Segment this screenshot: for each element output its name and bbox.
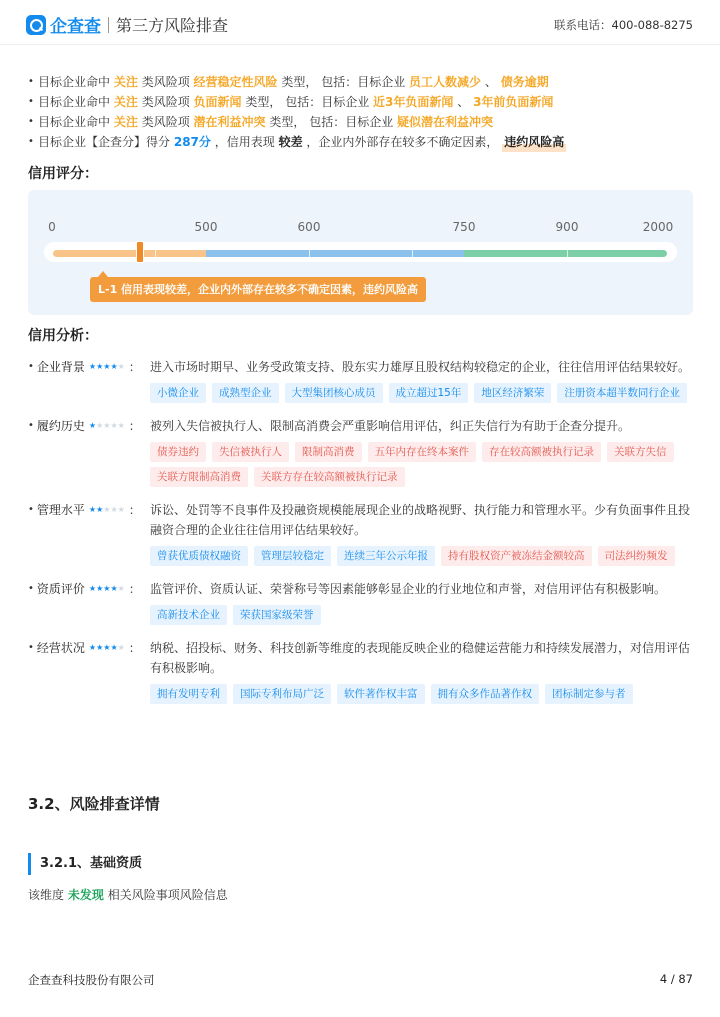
risk-tag: 债券违约	[150, 442, 206, 462]
score-tooltip: L-1 信用表现较差，企业内外部存在较多不确定因素，违约风险高	[90, 277, 426, 302]
rating-stars-icon	[89, 579, 125, 599]
gauge-divider	[412, 250, 413, 257]
bullet-dot: •	[28, 116, 34, 127]
dimension-name: 履约历史	[36, 419, 85, 433]
tag-list	[150, 684, 693, 709]
risk-tag: 限制高消费	[295, 442, 362, 462]
analysis-item-head	[28, 416, 150, 492]
risk-tag: 拥有发明专利	[150, 684, 227, 704]
rating-stars-filled: ★★★★	[88, 584, 118, 593]
summary-text: ，信用表现	[214, 135, 275, 149]
dimension-name: 资质评价	[36, 582, 85, 596]
tag-list	[150, 546, 693, 571]
gauge-divider	[567, 250, 568, 257]
bullet-dot: •	[28, 361, 34, 372]
tag-list	[150, 383, 693, 408]
summary-text: 类风险项	[141, 95, 190, 109]
analysis-item	[28, 500, 693, 571]
analysis-item	[28, 357, 693, 408]
bullet-dot: •	[28, 96, 34, 107]
risk-item: 疑似潜在利益冲突	[397, 115, 494, 129]
risk-level: 关注	[113, 75, 138, 89]
summary-text: 类型， 包括：目标企业	[281, 75, 406, 89]
section-heading: 3.2、风险排查详情	[28, 795, 160, 813]
colon: ：	[128, 360, 141, 374]
risk-level: 关注	[113, 115, 138, 129]
risk-tag: 小微企业	[150, 383, 206, 403]
subsection-heading: 3.2.1、基础资质	[28, 853, 142, 875]
risk-tag: 团标制定参与者	[545, 684, 633, 704]
summary-text: 目标企业命中	[38, 75, 111, 89]
summary-text: 类型， 包括：目标企业	[269, 115, 394, 129]
analysis-item	[28, 638, 693, 709]
rating-stars-filled: ★★	[88, 505, 104, 514]
dimension-description: 诉讼、处罚等不良事件及投融资规模能展现企业的战略视野、执行能力和管理水平。少有负面事件且投融资合理的企业往往信用评估结果较好。	[150, 503, 691, 537]
credit-analysis-list	[28, 357, 693, 717]
risk-tag: 关联方限制高消费	[150, 467, 248, 487]
title-divider	[108, 17, 109, 33]
dimension-result	[28, 886, 228, 904]
rating-stars-icon	[89, 416, 125, 436]
bullet-dot: •	[28, 136, 34, 147]
risk-item: 债务逾期	[500, 75, 549, 89]
risk-item: 员工人数减少	[409, 75, 482, 89]
dimension-description: 纳税、招投标、财务、科技创新等维度的表现能反映企业的稳健运营能力和持续发展潜力，对信用评估有积极影响。	[150, 641, 691, 675]
risk-tag: 成熟型企业	[212, 383, 279, 403]
analysis-item-head	[28, 500, 150, 571]
dimension-name: 企业背景	[36, 360, 85, 374]
summary-text: 类风险项	[141, 75, 190, 89]
summary-text: ，企业内外部存在较多不确定因素，	[306, 135, 499, 149]
default-risk-label: 违约风险高	[502, 132, 566, 152]
dimension-text: 该维度	[28, 888, 65, 902]
risk-type: 经营稳定性风险	[193, 75, 278, 89]
bullet-dot: •	[28, 420, 34, 431]
analysis-item	[28, 416, 693, 492]
tag-list	[150, 442, 693, 492]
logo-text: 企查查	[50, 17, 101, 37]
gauge-segment-mid	[206, 250, 464, 257]
dimension-status: 未发现	[67, 888, 104, 902]
risk-type: 负面新闻	[193, 95, 242, 109]
gauge-divider	[155, 250, 156, 257]
risk-summary	[28, 72, 698, 152]
summary-text: 目标企业命中	[38, 95, 111, 109]
dimension-name: 经营状况	[36, 641, 85, 655]
analysis-item-body	[150, 500, 693, 571]
credit-performance: 较差	[278, 135, 303, 149]
rating-stars-filled: ★★★★	[88, 362, 118, 371]
dimension-description: 监管评价、资质认证、荣誉称号等因素能够彰显企业的行业地位和声誉，对信用评估有积极影响。	[150, 582, 667, 596]
summary-line	[28, 92, 698, 112]
summary-separator: 、	[484, 75, 497, 89]
gauge-segment-high	[464, 250, 667, 257]
risk-tag: 大型集团核心成员	[285, 383, 383, 403]
analysis-item-head	[28, 357, 150, 408]
risk-tag: 连续三年公示年报	[337, 546, 435, 566]
summary-text: 目标企业命中	[38, 115, 111, 129]
page-number: 4 / 87	[659, 972, 693, 986]
rating-stars-icon	[89, 357, 125, 377]
dimension-name: 管理水平	[36, 503, 85, 517]
document-title: 第三方风险排查	[116, 16, 229, 35]
page-header	[0, 0, 720, 45]
risk-tag: 五年内存在终本案件	[368, 442, 477, 462]
gauge-tick: 750	[452, 220, 476, 234]
rating-stars-icon	[89, 638, 125, 658]
analysis-item-body	[150, 416, 693, 492]
gauge-tick: 500	[194, 220, 218, 234]
analysis-item-body	[150, 579, 693, 630]
colon: ：	[128, 419, 141, 433]
analysis-item-head	[28, 638, 150, 709]
summary-line	[28, 112, 698, 132]
gauge-segment-low	[53, 250, 206, 257]
rating-stars-empty: ★	[117, 362, 125, 371]
risk-type: 潜在利益冲突	[193, 115, 266, 129]
gauge-tick: 900	[555, 220, 579, 234]
dimension-description: 进入市场时期早、业务受政策支持、股东实力雄厚且股权结构较稳定的企业，往往信用评估结果较好。	[150, 360, 691, 374]
risk-tag: 地区经济繁荣	[474, 383, 551, 403]
risk-tag: 国际专利布局广泛	[233, 684, 331, 704]
risk-tag: 管理层较稳定	[254, 546, 331, 566]
risk-item: 近3年负面新闻	[373, 95, 454, 109]
risk-tag: 拥有众多作品著作权	[431, 684, 540, 704]
summary-separator: 、	[457, 95, 470, 109]
gauge-tick: 0	[48, 220, 56, 234]
gauge-divider	[309, 250, 310, 257]
colon: ：	[128, 582, 141, 596]
risk-tag: 失信被执行人	[212, 442, 289, 462]
risk-tag: 高新技术企业	[150, 605, 227, 625]
qcc-logo-icon	[26, 15, 46, 35]
bullet-dot: •	[28, 583, 34, 594]
risk-level: 关注	[113, 95, 138, 109]
risk-tag: 注册资本超半数同行企业	[557, 383, 687, 403]
risk-tag: 关联方失信	[607, 442, 674, 462]
dimension-description: 被列入失信被执行人、限制高消费会严重影响信用评估，纠正失信行为有助于企查分提升。	[150, 419, 631, 433]
risk-tag: 曾获优质债权融资	[150, 546, 248, 566]
bullet-dot: •	[28, 76, 34, 87]
contact-phone: 联系电话：400-088-8275	[554, 18, 693, 32]
credit-score-title: 信用评分：	[28, 166, 98, 182]
analysis-item-body	[150, 357, 693, 408]
credit-analysis-title: 信用分析：	[28, 328, 98, 344]
risk-tag: 荣获国家级荣誉	[233, 605, 321, 625]
analysis-item-body	[150, 638, 693, 709]
gauge-tick: 600	[297, 220, 321, 234]
brand	[26, 12, 228, 37]
rating-stars-filled: ★	[88, 421, 97, 430]
summary-line	[28, 72, 698, 92]
summary-line	[28, 132, 698, 152]
colon: ：	[128, 503, 141, 517]
page-footer	[28, 972, 693, 988]
risk-tag: 成立超过15年	[389, 383, 469, 403]
rating-stars-icon	[89, 500, 125, 520]
rating-stars-empty: ★★★	[103, 505, 125, 514]
risk-tag: 持有股权资产被冻结金额较高	[441, 546, 592, 566]
colon: ：	[128, 641, 141, 655]
credit-score-value: 287分	[173, 135, 211, 149]
tag-list	[150, 605, 693, 630]
analysis-item-head	[28, 579, 150, 630]
rating-stars-empty: ★	[117, 584, 125, 593]
rating-stars-filled: ★★★★	[88, 643, 118, 652]
footer-company: 企查查科技股份有限公司	[28, 973, 155, 987]
summary-text: 类型， 包括：目标企业	[245, 95, 370, 109]
risk-item: 3年前负面新闻	[473, 95, 554, 109]
risk-tag: 关联方存在较高额被执行记录	[254, 467, 405, 487]
summary-text: 类风险项	[141, 115, 190, 129]
risk-tag: 软件著作权丰富	[337, 684, 425, 704]
gauge-tick: 2000	[642, 220, 674, 234]
risk-tag: 存在较高额被执行记录	[482, 442, 601, 462]
rating-stars-empty: ★	[117, 643, 125, 652]
score-pointer	[136, 241, 144, 263]
credit-score-gauge	[28, 190, 693, 315]
summary-text: 目标企业【企查分】得分	[38, 135, 171, 149]
bullet-dot: •	[28, 504, 34, 515]
risk-tag: 司法纠纷频发	[598, 546, 675, 566]
analysis-item	[28, 579, 693, 630]
rating-stars-empty: ★★★★	[96, 421, 125, 430]
dimension-text: 相关风险事项风险信息	[107, 888, 228, 902]
bullet-dot: •	[28, 642, 34, 653]
